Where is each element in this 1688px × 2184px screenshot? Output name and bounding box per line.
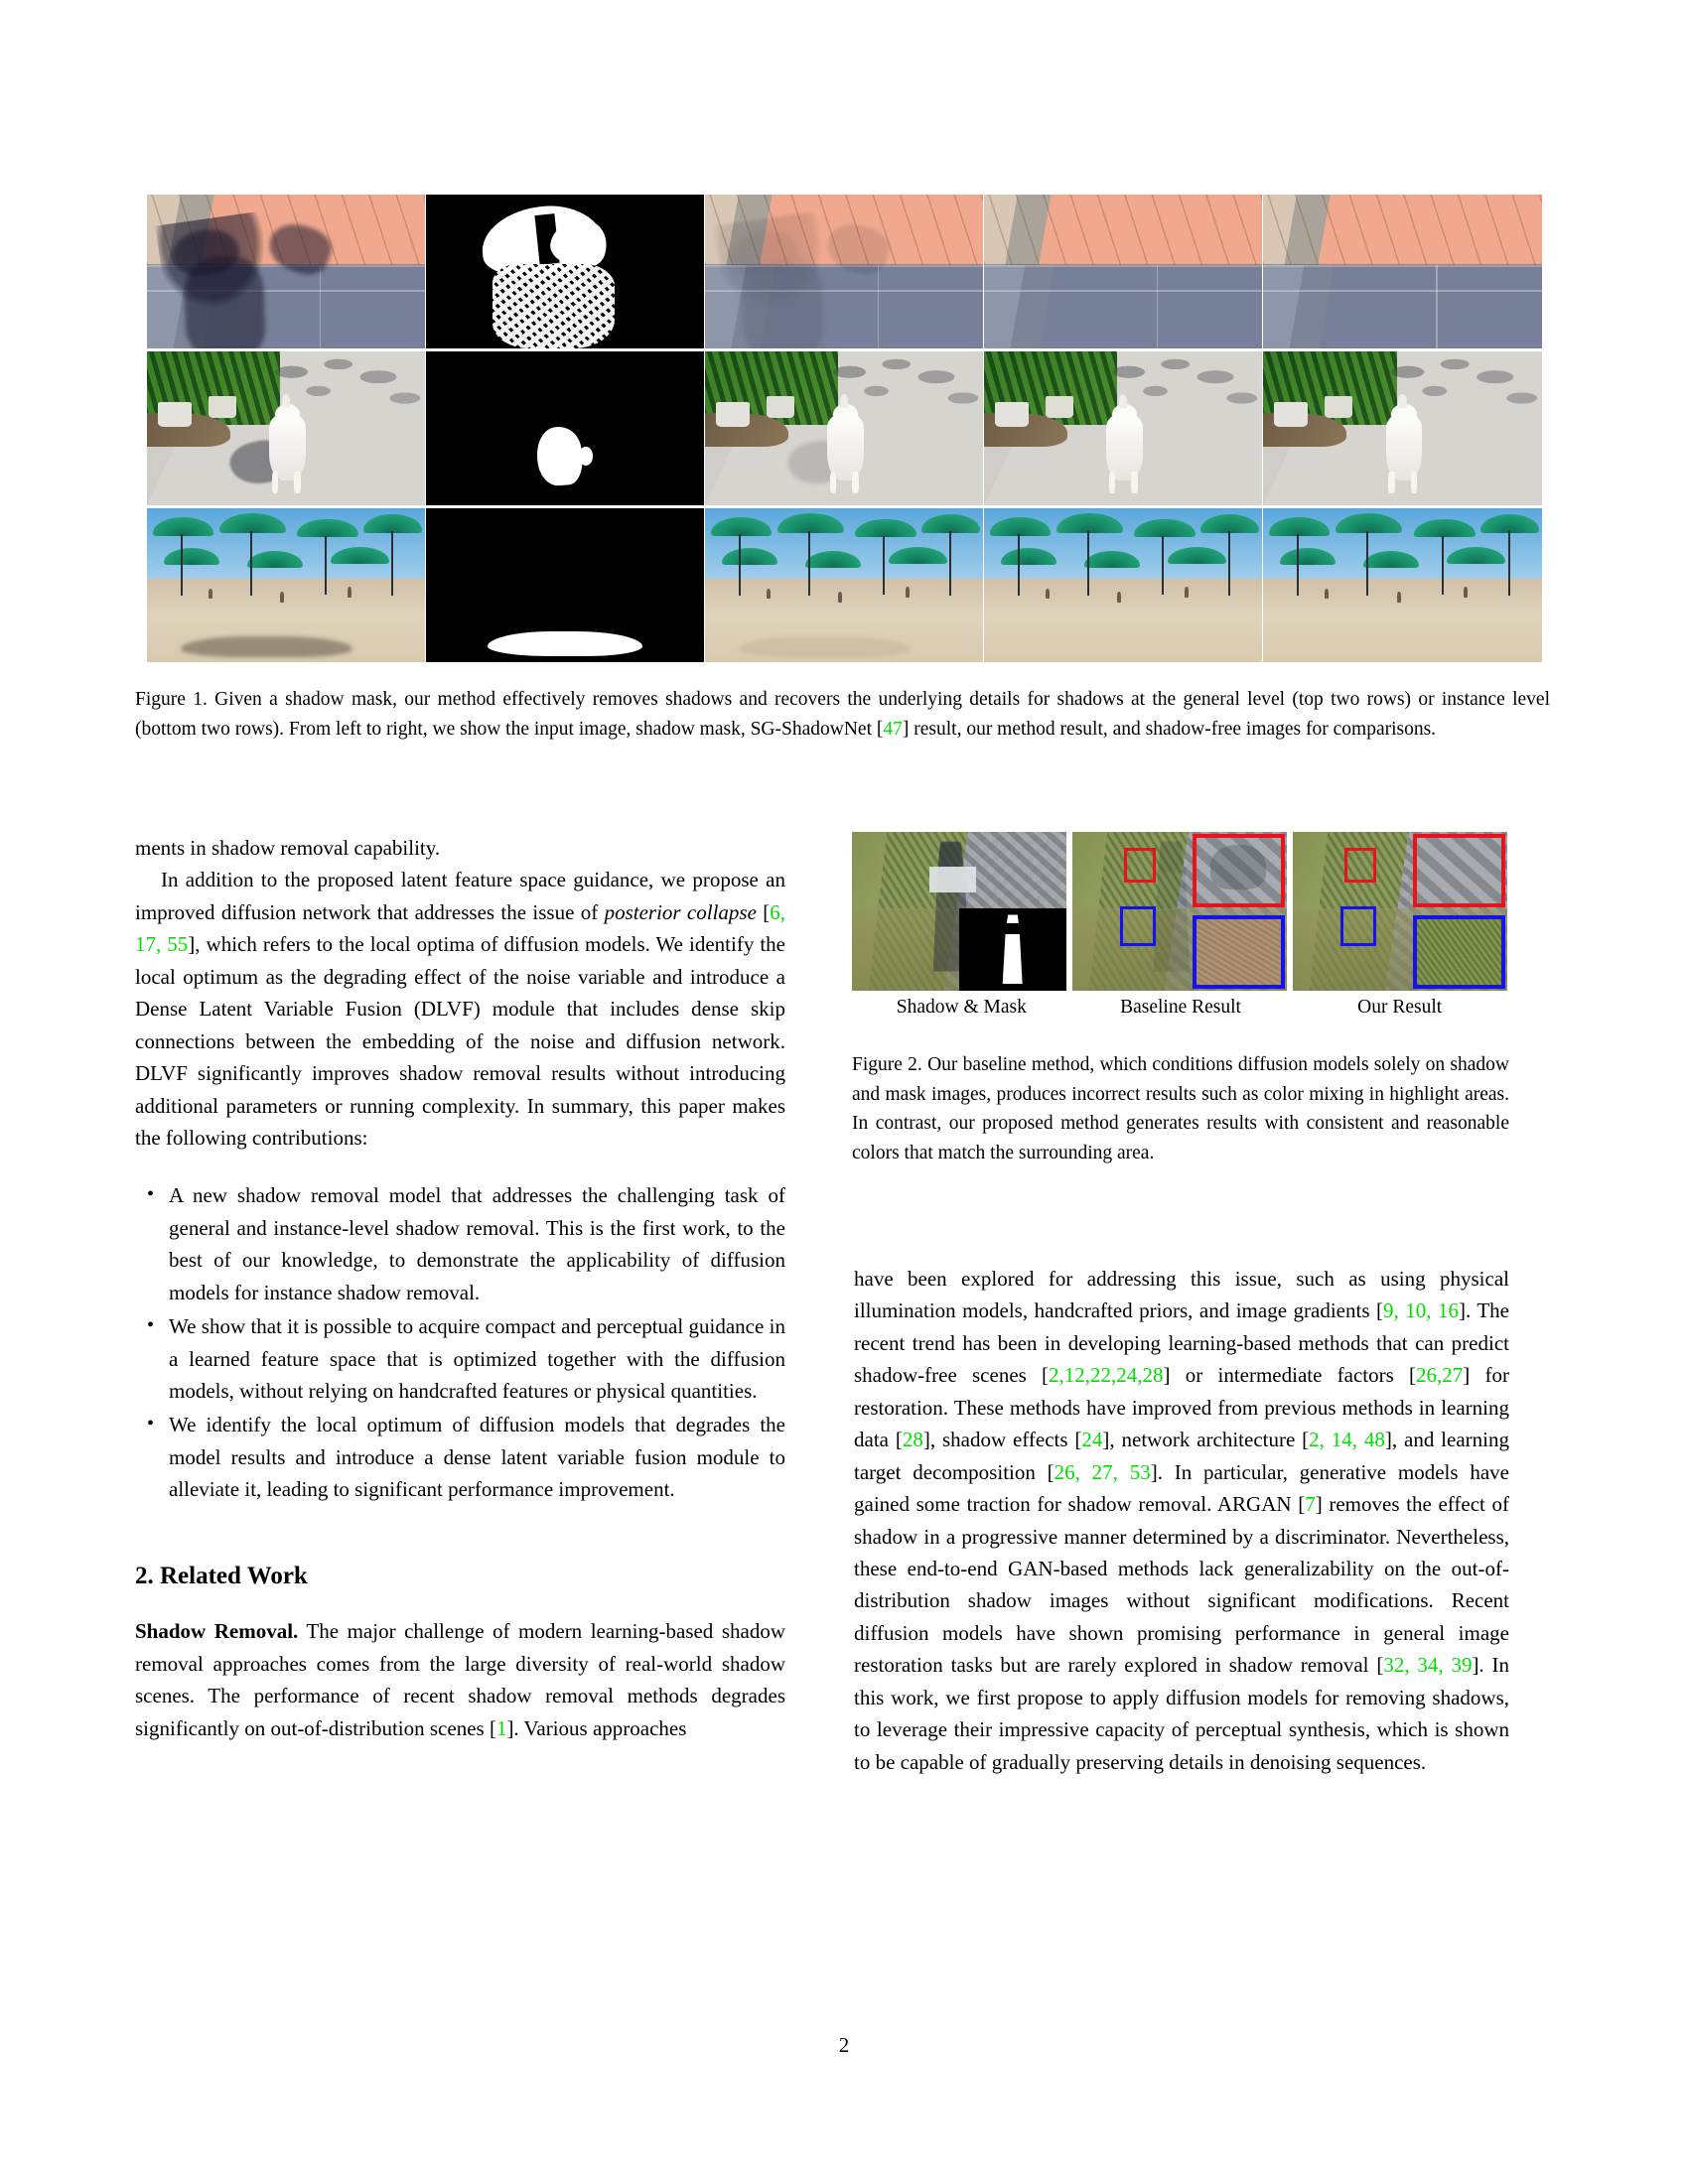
rc-text-i: ] removes the effect of shadow in a progressive manner determined by a discriminator. Nevertheless, these end-to-end GAN-based methods lack generalizability on the out-of-distribution shadow images without significant modifications. Recent diffusion models have shown promising performance in general image restoration tasks but are rarely explored in shadow removal [ <box>854 1492 1509 1678</box>
contribution-item-3: • We identify the local optimum of diffusion models that degrades the model results and introduce a dense latent variable fusion module to alleviate it, leading to significant performance improvement. <box>169 1409 785 1505</box>
fig1-r2-input-image <box>147 351 426 505</box>
fig2-shadow-and-mask <box>852 832 1066 991</box>
citation-24[interactable]: 24 <box>1081 1428 1103 1452</box>
figure-2-row <box>852 832 1509 991</box>
fig2-label-our-result: Our Result <box>1357 997 1443 1018</box>
rc-text-b: ]. The recent trend has been in developing learning-based methods that can predict shadow-free scenes [ <box>854 1298 1510 1388</box>
fig1-r3-input-image <box>147 508 426 662</box>
paragraph-related-work-body <box>854 1263 1509 1778</box>
citation-group-32-34-39[interactable]: 32, 34, 39 <box>1383 1653 1473 1678</box>
figure-1-caption-text-a: Given a shadow mask, our method effectively removes shadows and recovers the underlying details for shadows at the general level (top two rows) or instance level (bottom two rows). From left to right, we show the input image, shadow mask, SG-ShadowNet [ <box>135 689 1550 740</box>
shadow-removal-text-a: The major challenge of modern learning-based shadow removal approaches comes from the large diversity of real-world shadow scenes. The performance of recent shadow removal methods degrades significantly on out-of-distribution scenes [ <box>135 1619 785 1740</box>
figure-1-row-pavement <box>147 195 1542 348</box>
posterior-collapse-italic: posterior collapse <box>604 899 757 924</box>
fig1-r1-sgshadownet-result <box>705 195 984 348</box>
figure-1-row-beach <box>147 508 1542 662</box>
citation-group-26-27-53[interactable]: 26, 27, 53 <box>1054 1459 1151 1484</box>
paragraph-shadow-removal <box>135 1615 785 1744</box>
contribution-item-1: • A new shadow removal model that addresses the challenging task of general and instance-level shadow removal. This is the first work, to the best of our knowledge, to demonstrate the applicability of diffusion models for instance shadow removal. <box>169 1179 785 1308</box>
fig2-label-shadow-mask: Shadow & Mask <box>896 997 1027 1018</box>
rc-text-e: ], shadow effects [ <box>922 1428 1082 1452</box>
citation-group-2-14-48[interactable]: 2, 14, 48 <box>1309 1428 1385 1452</box>
citation-group-2-12-22-24-28[interactable]: 2,12,22,24,28 <box>1049 1363 1164 1388</box>
rc-text-d: ] for restoration. These methods have improved from previous methods in learning data [ <box>854 1363 1509 1452</box>
citation-group-6-17-55[interactable]: 6, 17, 55 <box>135 899 786 957</box>
runin-shadow-removal: Shadow Removal. <box>135 1619 299 1644</box>
figure-1-caption-label: Figure 1. <box>135 689 208 710</box>
figure-2-column-labels <box>852 997 1509 1019</box>
left-text-column <box>135 832 785 1744</box>
rc-text-c: ] or intermediate factors [ <box>1163 1363 1417 1388</box>
fig1-r1-our-result <box>984 195 1263 348</box>
contribution-item-2: • We show that it is possible to acquire compact and perceptual guidance in a learned feature space that is optimized together with the diffusion models, without relying on handcrafted features or physical quantities. <box>169 1310 785 1407</box>
rc-text-h: ]. In particular, generative models have gained some traction for shadow removal. ARGAN [ <box>854 1459 1509 1517</box>
rc-text-j: ]. In this work, we first propose to apply diffusion models for removing shadows, to leverage their impressive capacity of perceptual synthesis, which is shown to be capable of gradually preserving details in denoising sequences. <box>854 1653 1509 1774</box>
figure-2-caption-text: Our baseline method, which conditions diffusion models solely on shadow and mask images, produces incorrect results such as color mixing in highlight areas. In contrast, our proposed method generates results with consistent and reasonable colors that match the surrounding area. <box>852 1054 1509 1163</box>
contributions-list <box>135 1179 785 1505</box>
paragraph-latent-guidance <box>135 864 785 1154</box>
baseline-blue-zoom-inset <box>1193 915 1285 989</box>
section-heading-related-work: 2. Related Work <box>135 1562 308 1589</box>
fig2-baseline-result <box>1072 832 1287 991</box>
figure-2-caption <box>852 1050 1509 1168</box>
citation-28[interactable]: 28 <box>902 1428 923 1452</box>
fig1-r1-shadow-free-gt <box>1263 195 1542 348</box>
para2-text-b: [ <box>756 899 771 924</box>
figure-2-image-grid <box>852 832 1509 991</box>
rc-text-f: ], network architecture [ <box>1102 1428 1310 1452</box>
figure-2-caption-label: Figure 2. <box>852 1054 922 1075</box>
citation-group-9-10-16[interactable]: 9, 10, 16 <box>1383 1298 1459 1323</box>
fig2-label-baseline-result: Baseline Result <box>1120 997 1241 1018</box>
fig1-r3-shadow-mask <box>426 508 705 662</box>
right-text-column <box>854 1263 1509 1778</box>
figure-1-caption-text-b: ] result, our method result, and shadow-free images for comparisons. <box>902 718 1437 740</box>
our-red-zoom-inset <box>1413 834 1505 907</box>
paragraph-continued: ments in shadow removal capability. <box>135 836 441 860</box>
our-blue-roi-box <box>1340 906 1377 946</box>
mask-inset <box>959 908 1066 991</box>
shadow-removal-text-b: ]. Various approaches <box>506 1715 687 1740</box>
figure-1-row-dog <box>147 351 1542 505</box>
baseline-red-zoom-inset <box>1193 834 1285 907</box>
our-red-roi-box <box>1344 848 1376 883</box>
fig1-r2-sgshadownet-result <box>705 351 984 505</box>
figure-1-caption <box>135 685 1550 744</box>
fig1-r3-shadow-free-gt <box>1263 508 1542 662</box>
baseline-red-roi-box <box>1124 848 1156 883</box>
fig2-our-result <box>1293 832 1507 991</box>
citation-group-26-27[interactable]: 26,27 <box>1416 1363 1464 1388</box>
citation-7[interactable]: 7 <box>1305 1492 1316 1517</box>
fig1-r1-input-image <box>147 195 426 348</box>
baseline-blue-roi-box <box>1120 906 1157 946</box>
para2-text-c: ], which refers to the local optima of diffusion models. We identify the local optimum as the degrading effect of the noise variable and introduce a Dense Latent Variable Fusion (DLVF) module that includes dense skip connections between the embedding of the noise and diffusion network. DLVF significantly improves shadow removal results without introducing additional parameters or running complexity. In summary, this paper makes the following contributions: <box>135 932 786 1150</box>
fig1-r3-our-result <box>984 508 1263 662</box>
figure-1-image-grid <box>147 195 1542 662</box>
citation-47[interactable]: 47 <box>883 718 903 740</box>
fig1-r2-our-result <box>984 351 1263 505</box>
citation-1[interactable]: 1 <box>495 1715 507 1740</box>
our-blue-zoom-inset <box>1413 915 1505 989</box>
fig1-r2-shadow-free-gt <box>1263 351 1542 505</box>
para2-text-a: In addition to the proposed latent feature space guidance, we propose an improved diffusion network that addresses the issue of <box>135 868 785 924</box>
fig1-r3-sgshadownet-result <box>705 508 984 662</box>
rc-text-g: ], and learning target decomposition [ <box>854 1428 1509 1484</box>
page-number: 2 <box>838 2033 850 2057</box>
fig1-r1-shadow-mask <box>426 195 705 348</box>
rc-text-a: have been explored for addressing this issue, such as using physical illumination models, handcrafted priors, and image gradients [ <box>854 1267 1509 1323</box>
fig1-r2-shadow-mask <box>426 351 705 505</box>
